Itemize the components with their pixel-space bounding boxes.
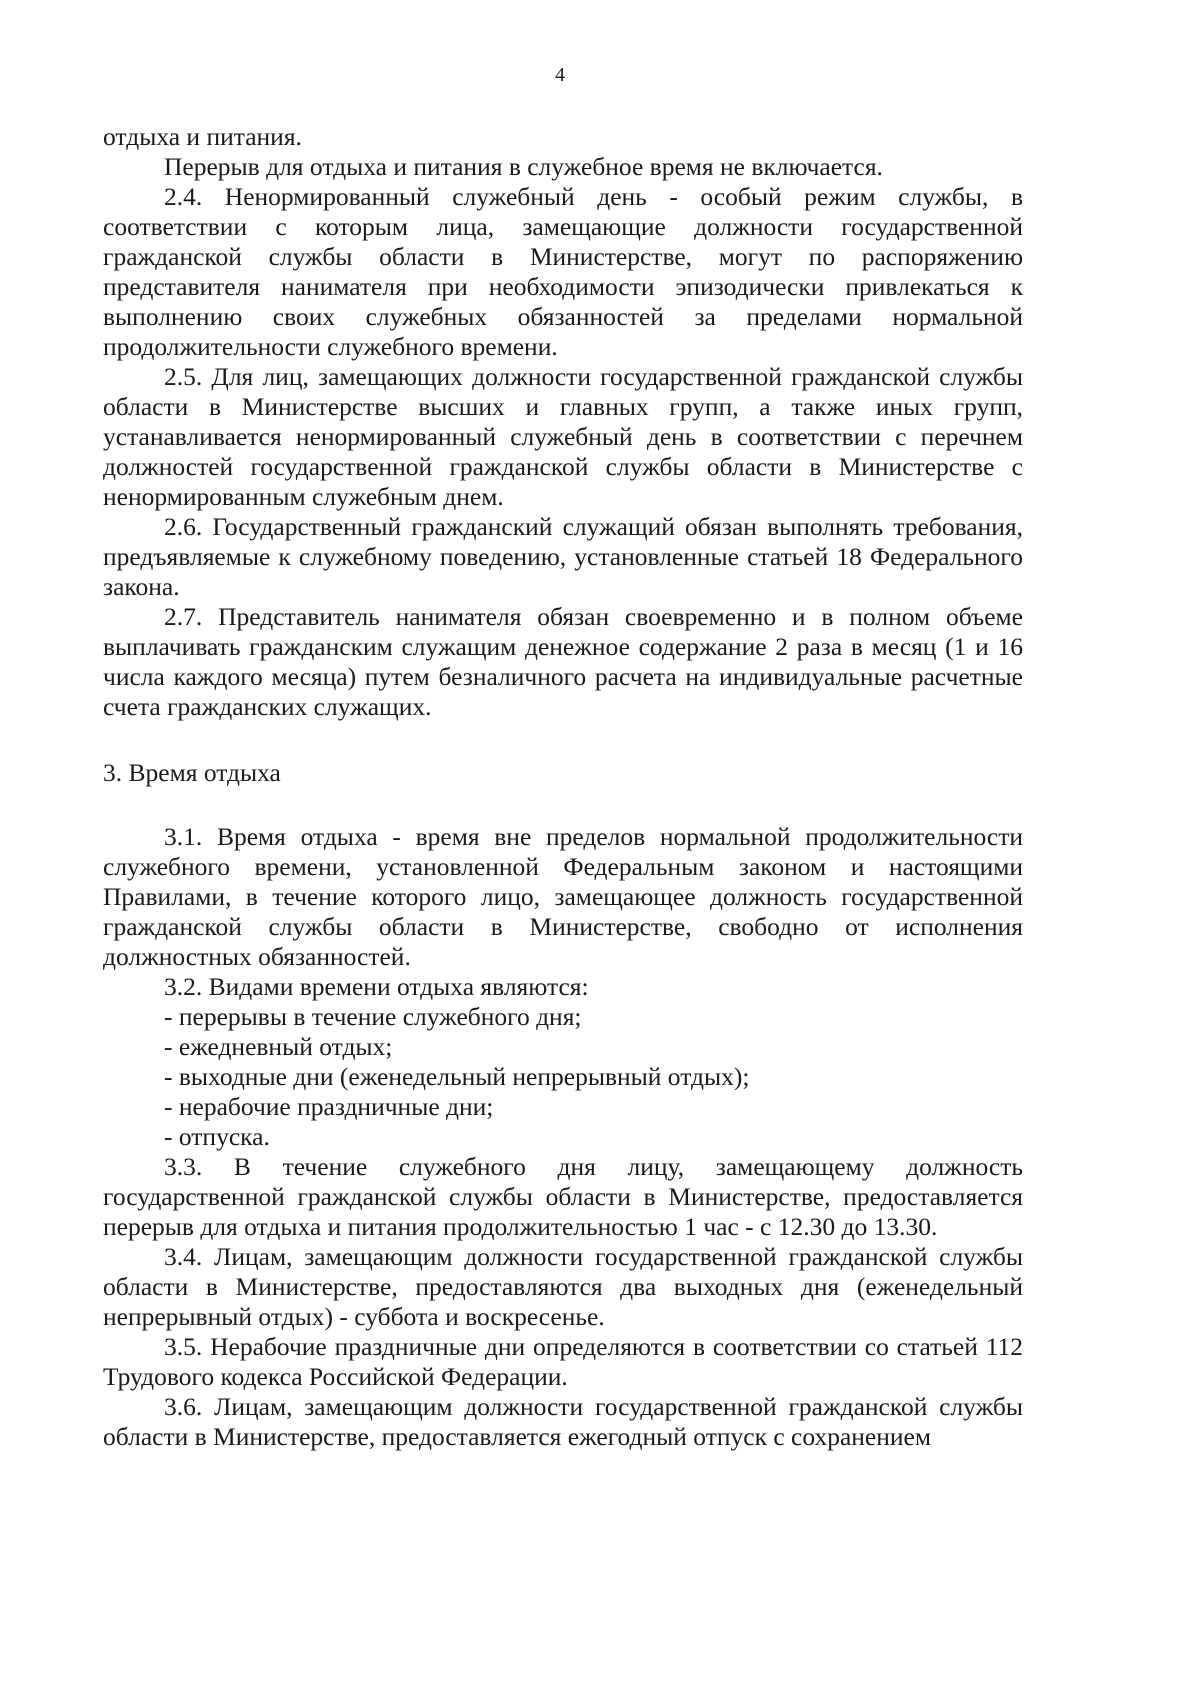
paragraph-break-note: Перерыв для отдыха и питания в служебное время не включается.	[164, 152, 883, 181]
list-item: - ежедневный отдых;	[164, 1032, 393, 1061]
list-item: - перерывы в течение служебного дня;	[164, 1002, 582, 1031]
paragraph-3-3: 3.3. В течение служебного дня лицу, замещающему должность государственной гражданской службы области в Министерстве, предоставляется перерыв для отдыха и питания продолжительностью 1 час - с 12.30 до 13.30.	[103, 1152, 1023, 1241]
list-item: - нерабочие праздничные дни;	[164, 1092, 494, 1121]
paragraph-2-6: 2.6. Государственный гражданский служащий обязан выполнять требования, предъявляемые к служебному поведению, установленные статьей 18 Федерального закона.	[103, 512, 1023, 601]
list-item: - отпуска.	[164, 1122, 270, 1151]
paragraph-3-5: 3.5. Нерабочие праздничные дни определяются в соответствии со статьей 112 Трудового кодекса Российской Федерации.	[103, 1332, 1023, 1391]
paragraph-3-6: 3.6. Лицам, замещающим должности государственной гражданской службы области в Министерстве, предоставляется ежегодный отпуск с сохранением	[103, 1392, 1023, 1451]
paragraph-3-1: 3.1. Время отдыха - время вне пределов нормальной продолжительности служебного времени, установленной Федеральным законом и настоящими Правилами, в течение которого лицо, замещающее должность государственной гражданской службы области в Министерстве, свободно от исполнения должностных обязанностей.	[103, 822, 1023, 971]
list-item: - выходные дни (еженедельный непрерывный отдых);	[164, 1062, 750, 1091]
paragraph-2-7: 2.7. Представитель нанимателя обязан своевременно и в полном объеме выплачивать гражданским служащим денежное содержание 2 раза в месяц (1 и 16 числа каждого месяца) путем безналичного расчета на индивидуальные расчетные счета гражданских служащих.	[103, 602, 1023, 721]
page-number: 4	[555, 64, 565, 86]
paragraph-2-4: 2.4. Ненормированный служебный день - особый режим службы, в соответствии с которым лица, замещающие должности государственной гражданской службы области в Министерстве, могут по распоряжению представителя нанимателя при необходимости эпизодически привлекаться к выполнению своих служебных обязанностей за пределами нормальной продолжительности служебного времени.	[103, 182, 1023, 361]
document-body	[103, 122, 1023, 1452]
section-title: 3. Время отдыха	[103, 758, 281, 787]
paragraph-2-5: 2.5. Для лиц, замещающих должности государственной гражданской службы области в Министерстве высших и главных групп, а также иных групп, устанавливается ненормированный служебный день в соответствии с перечнем должностей государственной гражданской службы области в Министерстве с ненормированным служебным днем.	[103, 362, 1023, 511]
paragraph-continuation: отдыха и питания.	[103, 122, 302, 151]
paragraph-3-2: 3.2. Видами времени отдыха являются:	[164, 972, 589, 1001]
paragraph-3-4: 3.4. Лицам, замещающим должности государственной гражданской службы области в Министерстве, предоставляются два выходных дня (еженедельный непрерывный отдых) - суббота и воскресенье.	[103, 1242, 1023, 1331]
